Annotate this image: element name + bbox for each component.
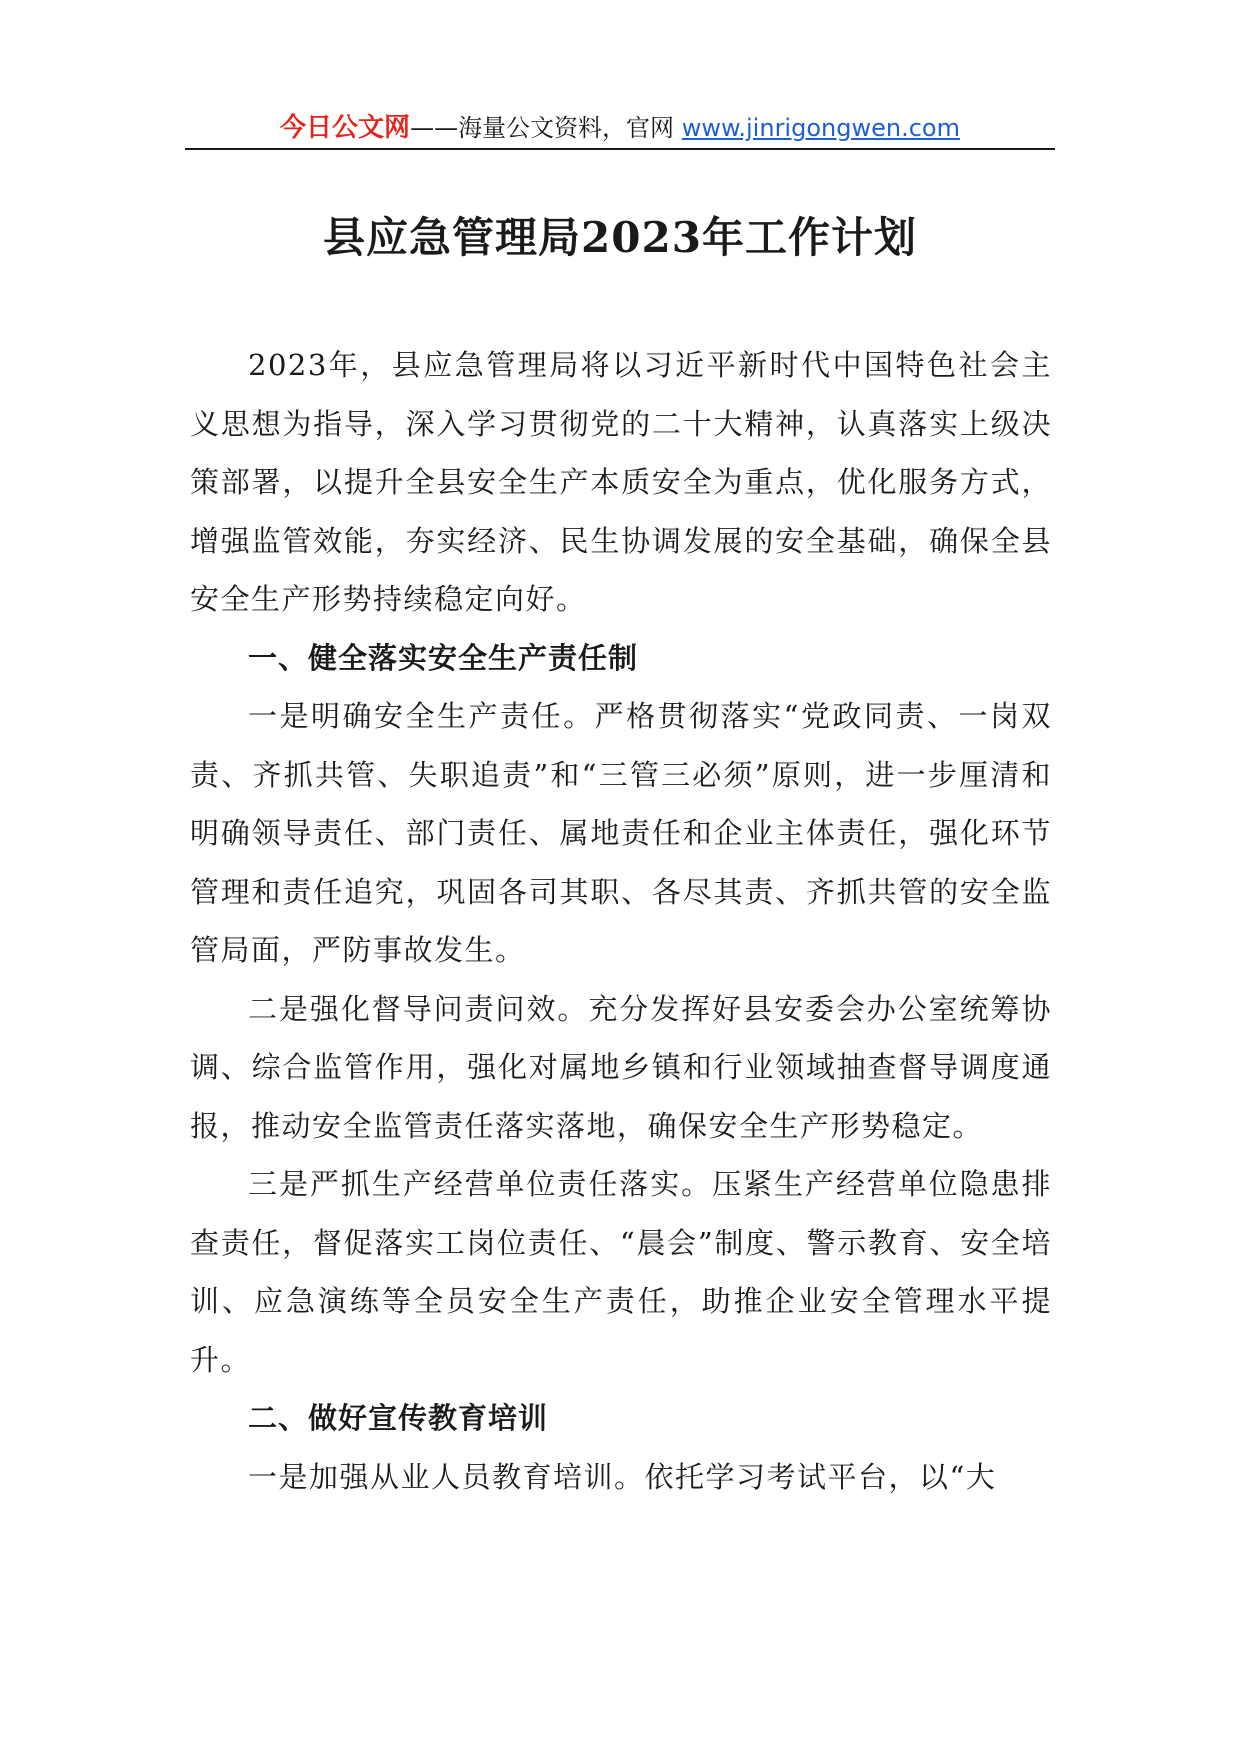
section-1-paragraph-2: 二是强化督导问责问效。充分发挥好县安委会办公室统筹协调、综合监管作用，强化对属地乡镇和行业领域抽查督导调度通报，推动安全监管责任落实落地，确保安全生产形势稳定。 — [190, 991, 1052, 1143]
section-1-paragraph-1: 一是明确安全生产责任。严格贯彻落实“党政同责、一岗双责、齐抓共管、失职追责”和“三管三必须”原则，进一步厘清和明确领导责任、部门责任、属地责任和企业主体责任，强化环节管理和责任追究，巩固各司其职、各尽其责、齐抓共管的安全监管局面，严防事故发生。 — [190, 699, 1052, 967]
site-url-link[interactable]: www.jinrigongwen.com — [681, 114, 960, 142]
site-brand[interactable]: 今日公文网 — [280, 113, 411, 143]
section-heading-1: 一、健全落实安全生产责任制 — [248, 640, 639, 675]
site-tagline: ——海量公文资料，官网 — [410, 114, 682, 142]
section-2-paragraph-1: 一是加强从业人员教育培训。依托学习考试平台，以“大 — [248, 1459, 997, 1494]
document-title: 县应急管理局2023年工作计划 — [323, 213, 917, 262]
intro-paragraph: 2023年，县应急管理局将以习近平新时代中国特色社会主义思想为指导，深入学习贯彻党的二十大精神，认真落实上级决策部署，以提升全县安全生产本质安全为重点，优化服务方式，增强监管效能，夯实经济、民生协调发展的安全基础，确保全县安全生产形势持续稳定向好。 — [190, 348, 1052, 616]
header-divider — [185, 148, 1055, 150]
site-header — [185, 104, 1055, 152]
section-1-paragraph-3: 三是严抓生产经营单位责任落实。压紧生产经营单位隐患排查责任，督促落实工岗位责任、“晨会”制度、警示教育、安全培训、应急演练等全员安全生产责任，助推企业安全管理水平提升。 — [190, 1167, 1052, 1377]
document-body — [190, 336, 1052, 1506]
section-heading-2: 二、做好宣传教育培训 — [248, 1401, 549, 1435]
